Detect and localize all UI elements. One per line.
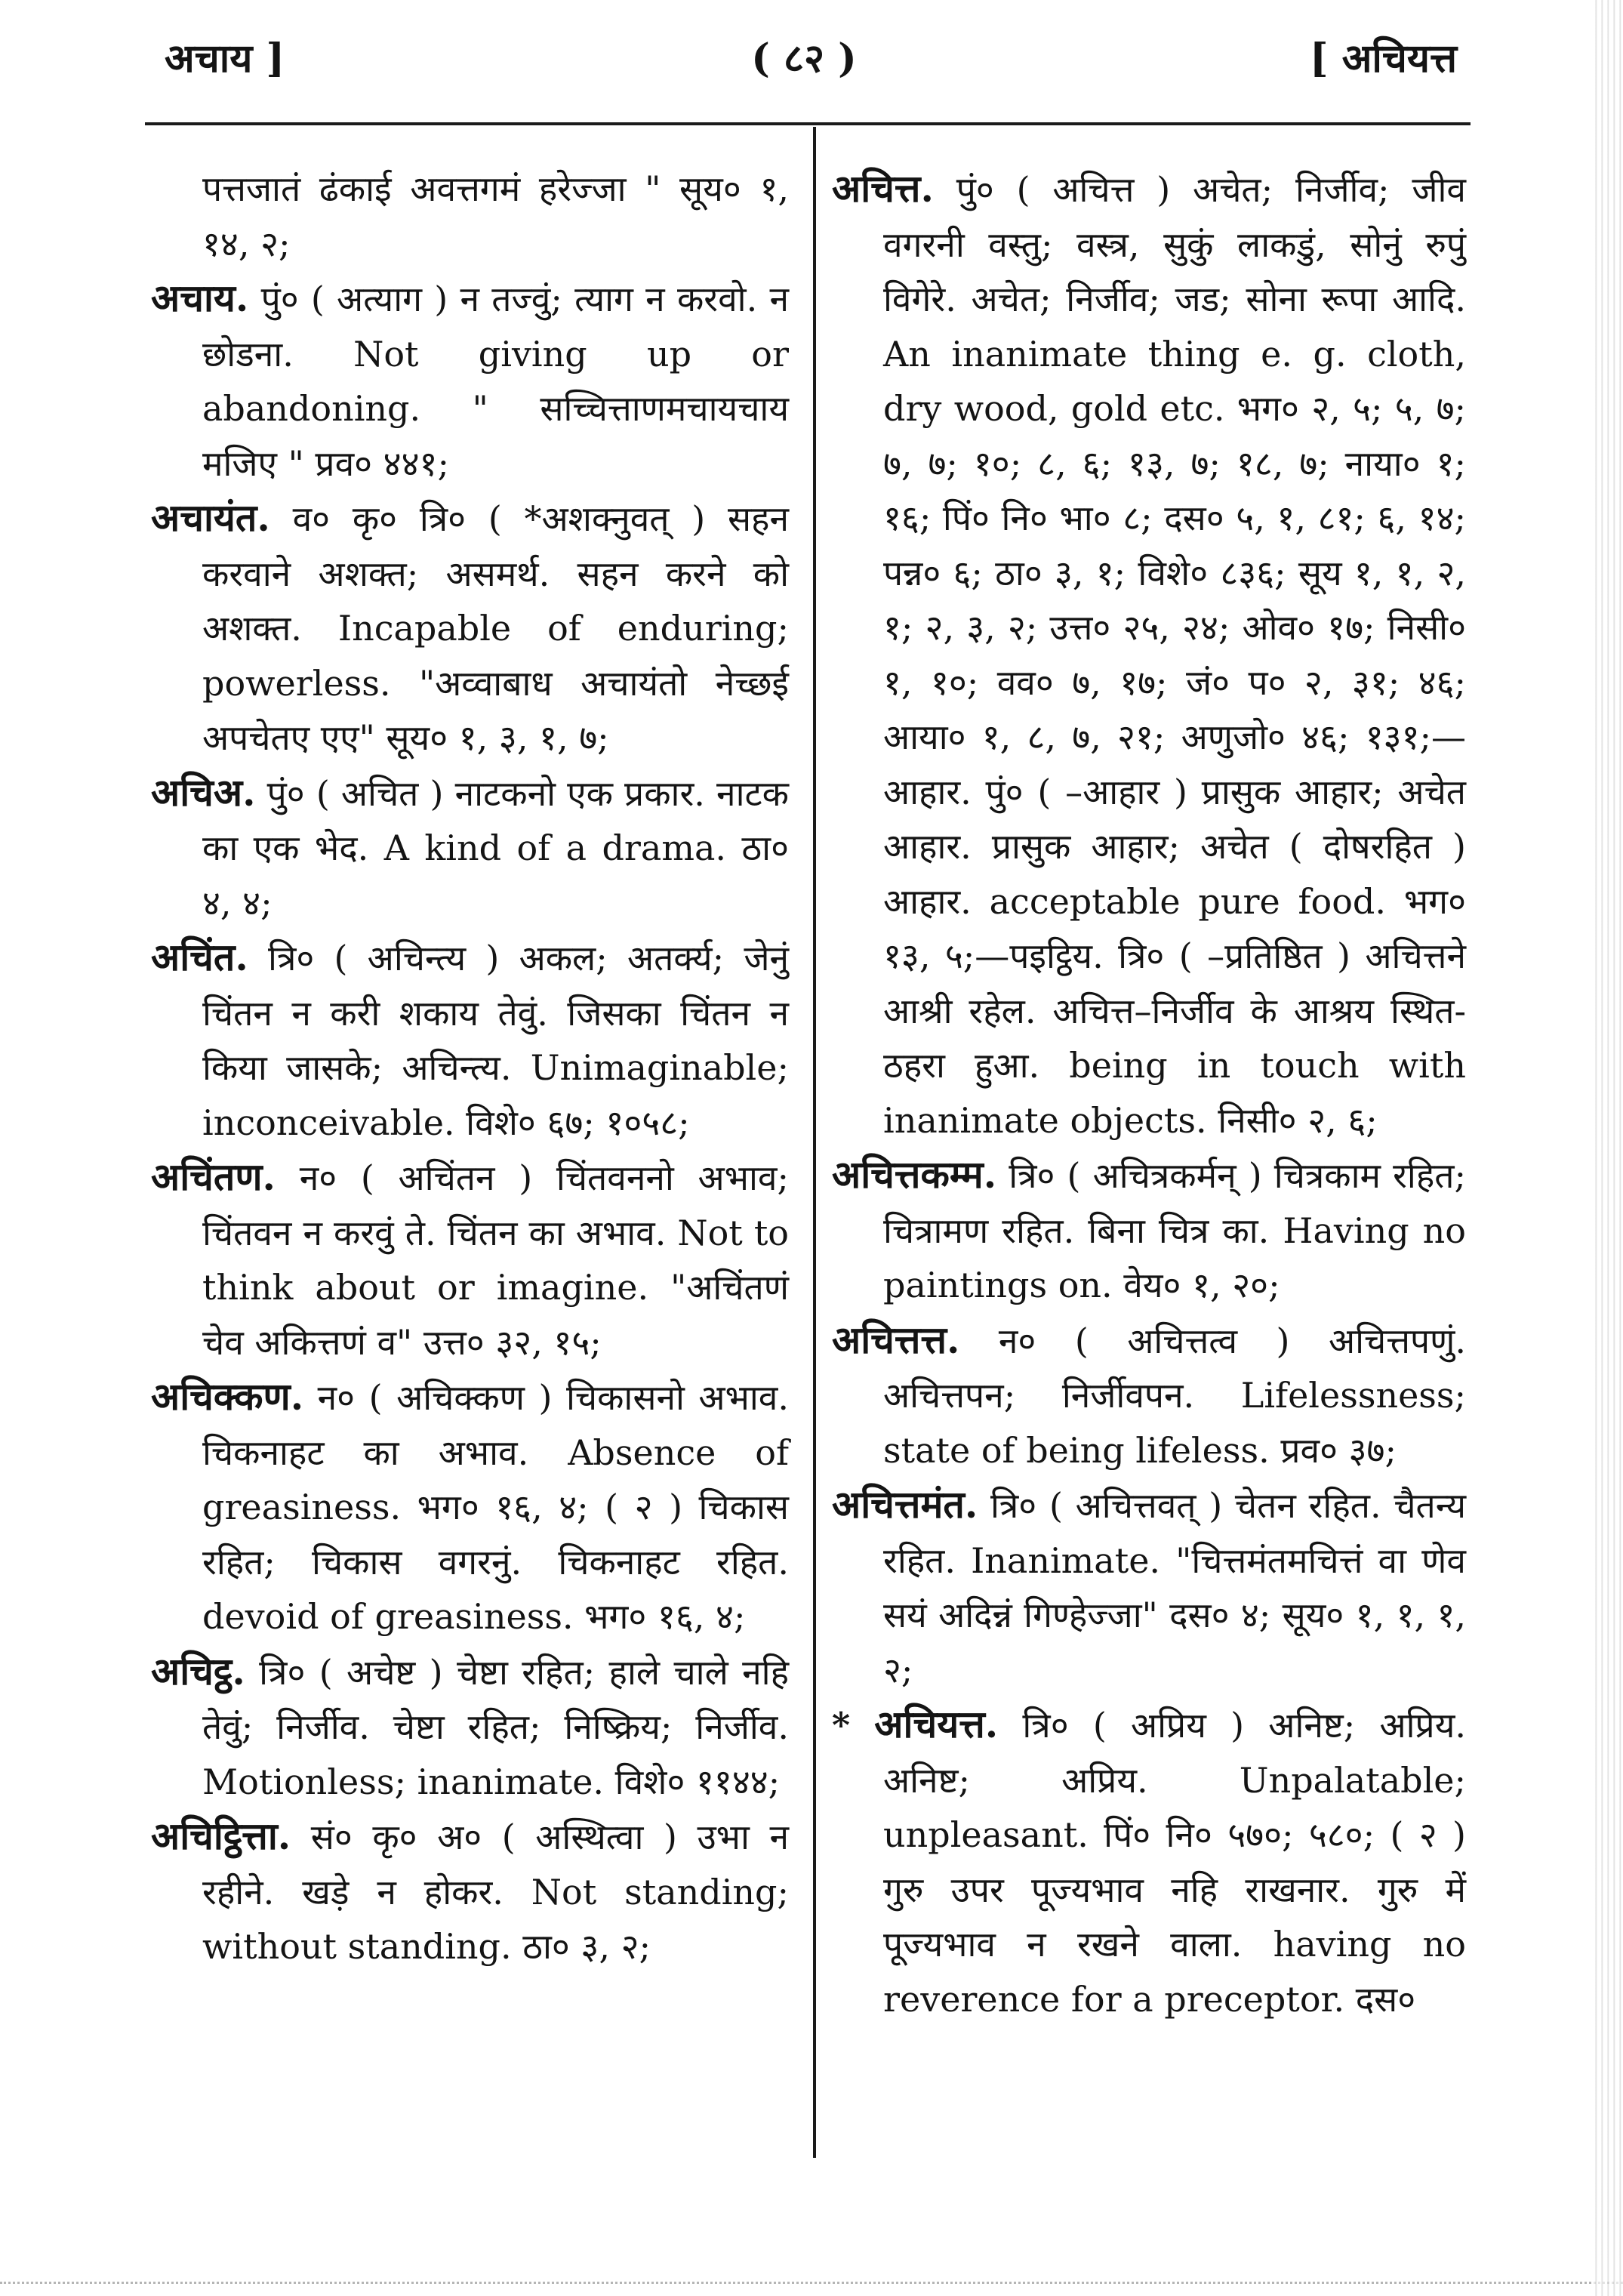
dictionary-entry	[832, 162, 1466, 1148]
continued-entry: पत्तजातं ढंकाई अवत्तगमं हरेज्जा " सूय० १, १४, २;	[202, 168, 789, 264]
entry-body: पुं० ( अत्याग ) न तज्वुं; त्याग न करवो. न छोडना. Not giving up or abandoning. " सच्चित्ताणमचायचाय मजिए " प्रव० ४४१;	[202, 279, 789, 484]
dictionary-entry	[832, 1313, 1466, 1478]
entry-body: त्रि० ( अचित्रकर्मन् ) चित्रकाम रहित; चित्रामण रहित. बिना चित्र का. Having no paintings on. वेय० १, २०;	[883, 1155, 1466, 1305]
dictionary-entry	[151, 1644, 789, 1810]
column-divider	[813, 127, 816, 2158]
entry-headword: अचिट्ठ.	[151, 1648, 245, 1693]
entry-body: त्रि० ( अचेष्ट ) चेष्टा रहित; हाले चाले नहि तेवुं; निर्जीव. चेष्टा रहित; निष्क्रिय; निर्जीव. Motionless; inanimate. विशे० ११४४;	[202, 1651, 789, 1802]
entry-body: त्रि० ( अप्रिय ) अनिष्ट; अप्रिय. अनिष्ट; अप्रिय. Unpalatable; unpleasant. पिं० नि० ५७०; ५८०; ( २ ) गुरु उपर पूज्यभाव नहि राखनार. गुरु में पूज्यभाव न रखने वाला. having no reverence for a preceptor. दस०	[883, 1705, 1467, 2020]
entry-marker: *	[832, 1705, 851, 1746]
header-rule	[145, 122, 1471, 125]
entry-headword: अचायंत.	[151, 495, 270, 540]
entry-headword: अचित्त.	[832, 166, 934, 211]
entry-body: सं० कृ० अ० ( अस्थित्वा ) उभा न रहीने. खड़े न होकर. Not standing; without standing. ठा० ३, २;	[202, 1817, 790, 1967]
bottom-dotted-rule	[0, 2282, 1623, 2284]
entry-headword: अचिंत.	[151, 935, 248, 979]
entry-headword: अचिअ.	[151, 769, 256, 815]
entry-headword: अचित्तकम्म.	[832, 1152, 997, 1197]
dictionary-entry	[151, 1150, 789, 1370]
entry-body: न० ( अचिक्कण ) चिकासनो अभाव. चिकनाहट का अभाव. Absence of greasiness. भग० १६, ४; ( २ ) चिकास रहित; चिकास वगरनुं. चिकनाहट रहित. devoid of greasiness. भग० १६, ४;	[202, 1377, 789, 1637]
dictionary-entry	[832, 1697, 1466, 2026]
entry-body: पुं० ( अचित्त ) अचेत; निर्जीव; जीव वगरनी वस्तु; वस्त्र, सुकुं लाकडुं, सोनुं रुपुं विगेरे. अचेत; निर्जीव; जड; सोना रूपा आदि. An inanimate thing e. g. cloth, dry wood, gold etc. भग० २, ५; ५, ७; ७, ७; १०; ८, ६; १३, ७; १८, ७; नाया० १; १६; पिं० नि० भा० ८; दस० ५, १, ८१; ६, १४; पन्न० ६; ठा० ३, १; विशे० ८३६; सूय १, १, २, १; २, ३, २; उत्त० २५, २४; ओव० १७; निसी० १, १०; वव० ७, १७; जं० प० २, ३१; ४६; आया० १, ८, ७, २१; अणुजो० ४६; १३१;—आहार. पुं० ( –आहार ) प्रासुक आहार; अचेत आहार. प्रासुक आहार; अचेत ( दोषरहित ) आहार. acceptable pure food. भग० १३, ५;—पइट्ठिय. त्रि० ( –प्रतिष्ठित ) अचित्तने आश्री रहेल. अचित्त–निर्जीव के आश्रय स्थित-ठहरा हुआ. being in touch with inanimate objects. निसी० २, ६;	[883, 169, 1466, 1141]
entry-headword: अचाय.	[151, 276, 249, 320]
dictionary-entry	[151, 271, 789, 491]
entry-headword: अचिक्कण.	[151, 1374, 304, 1419]
header-first-word: अचाय ]	[165, 35, 285, 82]
dictionary-entry	[151, 1370, 789, 1644]
right-column	[832, 162, 1466, 2026]
entry-headword: अचिंतण.	[151, 1154, 276, 1199]
entry-body: त्रि० ( अचित्तवत् ) चेतन रहित. चैतन्य रहित. Inanimate. "चित्तमंतमचित्तं वा णेव सयं अदिन्नं गिण्हेज्जा" दस० ४; सूय० १, १, १, २;	[883, 1485, 1466, 1690]
entry-body: न० ( अचिंतन ) चिंतवननो अभाव; चिंतवन न करवुं ते. चिंतन का अभाव. Not to think about or imagine. "अचिंतणं चेव अकित्तणं व" उत्त० ३२, १५;	[202, 1157, 789, 1363]
entry-headword: अचित्तत्त.	[832, 1317, 960, 1362]
dictionary-entry	[151, 930, 789, 1150]
entry-body: पुं० ( अचित ) नाटकनो एक प्रकार. नाटक का एक भेद. A kind of a drama. ठा० ४, ४;	[202, 772, 789, 923]
dictionary-entry	[832, 1478, 1466, 1697]
dictionary-entry	[151, 1809, 789, 1974]
header-last-word: [ अचियत्त	[1309, 35, 1457, 82]
page-edge-texture	[1591, 0, 1623, 2296]
page-number: ( ८२ )	[751, 35, 857, 82]
entry-body: व० कृ० त्रि० ( *अशक्नुवत् ) सहन करवाने अशक्त; असमर्थ. सहन करने को अशक्त. Incapable of enduring; powerless. "अव्वाबाध अचायंतो नेच्छई अपचेतए एए" सूय० १, ३, १, ७;	[202, 498, 790, 758]
entry-headword: अचियत्त.	[874, 1702, 999, 1746]
entry-body: न० ( अचित्तत्व ) अचित्तपणुं. अचित्तपन; निर्जीवपन. Lifelessness; state of being lifeless. प्रव० ३७;	[883, 1320, 1467, 1471]
left-column	[151, 162, 789, 1974]
entry-headword: अचित्तमंत.	[832, 1482, 978, 1527]
dictionary-entry	[151, 491, 789, 766]
dictionary-entry	[151, 766, 789, 931]
entry-body: त्रि० ( अचिन्त्य ) अकल; अतर्क्य; जेनुं चिंतन न करी शकाय तेवुं. जिसका चिंतन न किया जासके; अचिन्त्य. Unimaginable; inconceivable. विशे० ६७; १०५८;	[202, 938, 790, 1143]
dictionary-entry	[832, 1148, 1466, 1313]
entry-headword: अचिट्ठित्ता.	[151, 1814, 291, 1858]
